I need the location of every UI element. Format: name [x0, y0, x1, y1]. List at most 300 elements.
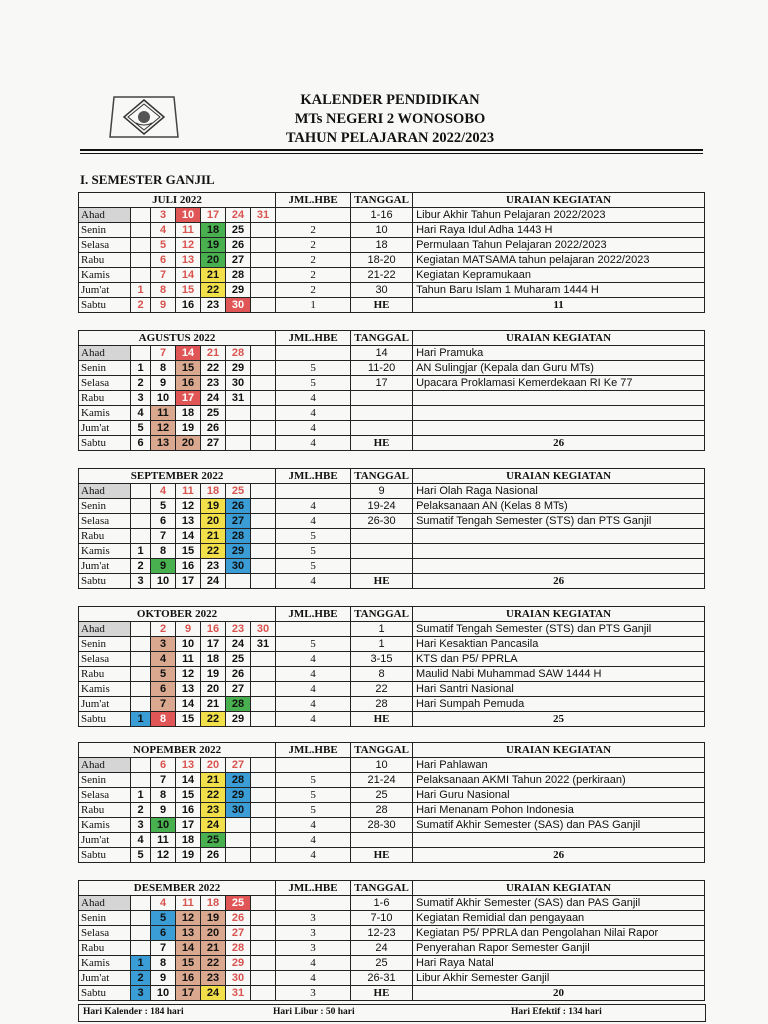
table-row [79, 911, 705, 926]
date-cell: 3 [131, 574, 151, 589]
date-cell: 24 [201, 818, 226, 833]
date-cell: 11 [151, 833, 176, 848]
tanggal-cell: 25 [351, 956, 413, 971]
table-row [79, 391, 705, 406]
he-total: 11 [413, 298, 705, 313]
day-name: Rabu [79, 667, 131, 682]
day-name: Kamis [79, 682, 131, 697]
date-cell [251, 559, 276, 574]
day-name: Kamis [79, 818, 131, 833]
uraian-cell: Hari Pahlawan [413, 758, 705, 773]
date-cell: 9 [151, 971, 176, 986]
date-cell [131, 637, 151, 652]
date-cell: 5 [131, 421, 151, 436]
uraian-cell: Kegiatan P5/ PPRLA dan Pengolahan Nilai Rapor [413, 926, 705, 941]
date-cell: 28 [226, 346, 251, 361]
date-cell [251, 421, 276, 436]
title-line-2: MTs NEGERI 2 WONOSOBO [294, 111, 486, 127]
date-cell: 6 [151, 682, 176, 697]
header-rule-thin [80, 153, 703, 154]
date-cell: 17 [201, 637, 226, 652]
tanggal-cell: 22 [351, 682, 413, 697]
uraian-cell: Upacara Proklamasi Kemerdekaan RI Ke 77 [413, 376, 705, 391]
date-cell: 13 [151, 436, 176, 451]
date-cell: 1 [131, 283, 151, 298]
date-cell: 7 [151, 346, 176, 361]
date-cell: 5 [151, 911, 176, 926]
semester-title: I. SEMESTER GANJIL [80, 172, 215, 187]
date-cell: 4 [131, 833, 151, 848]
col-uraian-header: URAIAN KEGIATAN [413, 331, 705, 346]
date-cell: 1 [131, 956, 151, 971]
date-cell: 8 [151, 283, 176, 298]
date-cell: 11 [176, 652, 201, 667]
date-cell [251, 223, 276, 238]
date-cell: 8 [151, 361, 176, 376]
date-cell: 24 [201, 986, 226, 1001]
date-cell: 29 [226, 956, 251, 971]
date-cell: 22 [201, 283, 226, 298]
month-block [78, 742, 704, 863]
date-cell [251, 253, 276, 268]
jml-hbe-cell: 4 [276, 971, 351, 986]
jml-hbe-cell: 4 [276, 712, 351, 727]
date-cell: 9 [151, 803, 176, 818]
table-row [79, 637, 705, 652]
date-cell: 28 [226, 697, 251, 712]
title-line-1: KALENDER PENDIDIKAN [300, 92, 480, 108]
date-cell [251, 697, 276, 712]
date-cell: 4 [151, 223, 176, 238]
jml-hbe-cell: 4 [276, 421, 351, 436]
date-cell: 21 [201, 941, 226, 956]
month-name: NOPEMBER 2022 [79, 743, 276, 758]
uraian-cell: Libur Akhir Tahun Pelajaran 2022/2023 [413, 208, 705, 223]
date-cell [226, 436, 251, 451]
day-name: Sabtu [79, 848, 131, 863]
date-cell: 6 [151, 253, 176, 268]
jml-hbe-cell: 4 [276, 833, 351, 848]
date-cell: 21 [201, 529, 226, 544]
date-cell: 2 [131, 376, 151, 391]
jml-hbe-cell: 2 [276, 268, 351, 283]
date-cell: 16 [176, 559, 201, 574]
table-row [79, 758, 705, 773]
date-cell [131, 667, 151, 682]
date-cell [251, 788, 276, 803]
jml-hbe-cell: 4 [276, 514, 351, 529]
date-cell: 31 [251, 637, 276, 652]
uraian-cell: Libur Akhir Semester Ganjil [413, 971, 705, 986]
tanggal-cell: 3-15 [351, 652, 413, 667]
month-table [78, 880, 705, 1001]
date-cell: 8 [151, 956, 176, 971]
date-cell: 19 [201, 499, 226, 514]
date-cell: 24 [226, 208, 251, 223]
date-cell: 27 [226, 758, 251, 773]
day-name: Kamis [79, 268, 131, 283]
month-table [78, 468, 705, 589]
date-cell [226, 406, 251, 421]
summary-footer [78, 1004, 706, 1022]
date-cell: 13 [176, 758, 201, 773]
date-cell [131, 346, 151, 361]
date-cell [131, 499, 151, 514]
date-cell: 29 [226, 788, 251, 803]
date-cell: 26 [226, 911, 251, 926]
date-cell: 23 [226, 622, 251, 637]
date-cell: 12 [176, 911, 201, 926]
jml-hbe-cell: 5 [276, 773, 351, 788]
date-cell: 7 [151, 773, 176, 788]
table-row [79, 682, 705, 697]
date-cell: 30 [226, 559, 251, 574]
jml-hbe-cell: 4 [276, 818, 351, 833]
date-cell: 3 [131, 986, 151, 1001]
he-label: HE [351, 986, 413, 1001]
hari-kalender: Hari Kalender : 184 hari [83, 1007, 184, 1017]
table-row [79, 514, 705, 529]
tanggal-cell [351, 559, 413, 574]
day-name: Selasa [79, 926, 131, 941]
date-cell: 27 [226, 253, 251, 268]
date-cell: 21 [201, 773, 226, 788]
table-row [79, 376, 705, 391]
date-cell: 29 [226, 283, 251, 298]
month-name: SEPTEMBER 2022 [79, 469, 276, 484]
date-cell: 22 [201, 544, 226, 559]
date-cell: 29 [226, 712, 251, 727]
col-jml-header: JML.HBE [276, 193, 351, 208]
table-row [79, 559, 705, 574]
date-cell: 20 [176, 436, 201, 451]
date-cell [131, 758, 151, 773]
date-cell [131, 484, 151, 499]
uraian-cell: Kegiatan Remidial dan pengayaan [413, 911, 705, 926]
jml-hbe-cell: 2 [276, 223, 351, 238]
date-cell: 12 [151, 421, 176, 436]
date-cell: 2 [131, 298, 151, 313]
col-tanggal-header: TANGGAL [351, 193, 413, 208]
col-uraian-header: URAIAN KEGIATAN [413, 607, 705, 622]
jml-hbe-cell: 4 [276, 697, 351, 712]
tanggal-cell: 10 [351, 223, 413, 238]
date-cell: 10 [151, 574, 176, 589]
jml-hbe-cell: 2 [276, 283, 351, 298]
jml-hbe-cell: 4 [276, 436, 351, 451]
jml-hbe-cell [276, 208, 351, 223]
day-name: Sabtu [79, 436, 131, 451]
tanggal-cell: 26-30 [351, 514, 413, 529]
date-cell: 8 [151, 788, 176, 803]
date-cell: 16 [201, 622, 226, 637]
date-cell: 23 [201, 298, 226, 313]
date-cell: 15 [176, 361, 201, 376]
uraian-cell [413, 544, 705, 559]
date-cell: 3 [151, 208, 176, 223]
col-jml-header: JML.HBE [276, 881, 351, 896]
day-name: Ahad [79, 758, 131, 773]
uraian-cell: Pelaksanaan AN (Kelas 8 MTs) [413, 499, 705, 514]
jml-hbe-cell: 4 [276, 682, 351, 697]
he-total: 26 [413, 436, 705, 451]
uraian-cell: Tahun Baru Islam 1 Muharam 1444 H [413, 283, 705, 298]
date-cell: 19 [201, 911, 226, 926]
date-cell: 4 [151, 896, 176, 911]
date-cell: 12 [176, 238, 201, 253]
uraian-cell: Pelaksanaan AKMI Tahun 2022 (perkiraan) [413, 773, 705, 788]
he-total: 26 [413, 574, 705, 589]
day-name: Selasa [79, 376, 131, 391]
uraian-cell: Hari Santri Nasional [413, 682, 705, 697]
date-cell: 20 [201, 253, 226, 268]
uraian-cell: Hari Olah Raga Nasional [413, 484, 705, 499]
month-name: AGUSTUS 2022 [79, 331, 276, 346]
table-row [79, 941, 705, 956]
jml-hbe-cell: 5 [276, 544, 351, 559]
col-tanggal-header: TANGGAL [351, 607, 413, 622]
tanggal-cell: 18-20 [351, 253, 413, 268]
table-row [79, 283, 705, 298]
day-name: Jum'at [79, 697, 131, 712]
date-cell: 29 [226, 544, 251, 559]
date-cell: 5 [151, 238, 176, 253]
day-name: Senin [79, 773, 131, 788]
day-name: Senin [79, 361, 131, 376]
uraian-cell [413, 406, 705, 421]
month-block [78, 192, 704, 313]
day-name: Sabtu [79, 574, 131, 589]
uraian-cell: Hari Pramuka [413, 346, 705, 361]
date-cell [251, 667, 276, 682]
date-cell: 21 [201, 346, 226, 361]
tanggal-cell: 30 [351, 283, 413, 298]
date-cell: 10 [151, 818, 176, 833]
date-cell: 27 [201, 436, 226, 451]
date-cell: 19 [201, 667, 226, 682]
date-cell: 3 [131, 818, 151, 833]
date-cell [131, 652, 151, 667]
date-cell: 20 [201, 926, 226, 941]
uraian-cell: Kegiatan Kepramukaan [413, 268, 705, 283]
date-cell: 30 [226, 971, 251, 986]
date-cell: 6 [151, 758, 176, 773]
date-cell [251, 436, 276, 451]
he-total: 25 [413, 712, 705, 727]
table-row [79, 956, 705, 971]
date-cell [251, 391, 276, 406]
date-cell: 5 [151, 499, 176, 514]
date-cell: 17 [176, 818, 201, 833]
date-cell [251, 712, 276, 727]
date-cell: 3 [151, 637, 176, 652]
table-row [79, 652, 705, 667]
day-name: Sabtu [79, 986, 131, 1001]
month-table [78, 606, 705, 727]
date-cell: 16 [176, 803, 201, 818]
date-cell: 30 [251, 622, 276, 637]
date-cell: 25 [201, 833, 226, 848]
table-row [79, 803, 705, 818]
jml-hbe-cell: 5 [276, 529, 351, 544]
uraian-cell: AN Sulingjar (Kepala dan Guru MTs) [413, 361, 705, 376]
date-cell: 10 [176, 208, 201, 223]
day-name: Kamis [79, 956, 131, 971]
date-cell: 14 [176, 346, 201, 361]
table-row [79, 298, 705, 313]
date-cell: 31 [226, 986, 251, 1001]
date-cell [251, 911, 276, 926]
date-cell: 20 [201, 514, 226, 529]
jml-hbe-cell: 5 [276, 803, 351, 818]
day-name: Jum'at [79, 833, 131, 848]
col-uraian-header: URAIAN KEGIATAN [413, 469, 705, 484]
date-cell: 19 [201, 238, 226, 253]
jml-hbe-cell [276, 896, 351, 911]
tanggal-cell: 26-31 [351, 971, 413, 986]
he-label: HE [351, 848, 413, 863]
date-cell: 8 [151, 544, 176, 559]
date-cell: 18 [201, 223, 226, 238]
tanggal-cell [351, 544, 413, 559]
tanggal-cell: 17 [351, 376, 413, 391]
day-name: Ahad [79, 622, 131, 637]
tanggal-cell [351, 391, 413, 406]
date-cell: 3 [131, 391, 151, 406]
month-block [78, 880, 704, 1001]
table-row [79, 926, 705, 941]
date-cell: 5 [131, 848, 151, 863]
date-cell [131, 223, 151, 238]
table-row [79, 253, 705, 268]
date-cell: 30 [226, 376, 251, 391]
table-row [79, 346, 705, 361]
day-name: Jum'at [79, 421, 131, 436]
table-row [79, 986, 705, 1001]
uraian-cell [413, 529, 705, 544]
date-cell [131, 622, 151, 637]
uraian-cell: Penyerahan Rapor Semester Ganjil [413, 941, 705, 956]
col-jml-header: JML.HBE [276, 331, 351, 346]
jml-hbe-cell: 5 [276, 376, 351, 391]
date-cell: 26 [201, 848, 226, 863]
table-row [79, 544, 705, 559]
jml-hbe-cell: 3 [276, 941, 351, 956]
tanggal-cell [351, 833, 413, 848]
date-cell [251, 803, 276, 818]
date-cell: 16 [176, 376, 201, 391]
day-name: Ahad [79, 896, 131, 911]
date-cell [226, 574, 251, 589]
date-cell [251, 484, 276, 499]
col-uraian-header: URAIAN KEGIATAN [413, 193, 705, 208]
jml-hbe-cell: 5 [276, 559, 351, 574]
date-cell [251, 544, 276, 559]
table-row [79, 223, 705, 238]
day-name: Sabtu [79, 298, 131, 313]
uraian-cell: Hari Menanam Pohon Indonesia [413, 803, 705, 818]
tanggal-cell: 1-16 [351, 208, 413, 223]
date-cell [251, 896, 276, 911]
col-tanggal-header: TANGGAL [351, 743, 413, 758]
day-name: Rabu [79, 941, 131, 956]
col-uraian-header: URAIAN KEGIATAN [413, 743, 705, 758]
date-cell [251, 986, 276, 1001]
day-name: Rabu [79, 253, 131, 268]
tanggal-cell: 1 [351, 637, 413, 652]
date-cell: 22 [201, 712, 226, 727]
tanggal-cell: 28 [351, 697, 413, 712]
day-name: Rabu [79, 803, 131, 818]
tanggal-cell: 19-24 [351, 499, 413, 514]
date-cell: 9 [176, 622, 201, 637]
date-cell [131, 697, 151, 712]
date-cell: 24 [201, 574, 226, 589]
table-row [79, 667, 705, 682]
date-cell [131, 253, 151, 268]
jml-hbe-cell [276, 758, 351, 773]
tanggal-cell: 14 [351, 346, 413, 361]
date-cell [251, 773, 276, 788]
date-cell: 24 [201, 391, 226, 406]
date-cell: 14 [176, 697, 201, 712]
tanggal-cell: 28 [351, 803, 413, 818]
month-table [78, 742, 705, 863]
uraian-cell [413, 833, 705, 848]
col-jml-header: JML.HBE [276, 607, 351, 622]
date-cell: 1 [131, 361, 151, 376]
date-cell: 8 [151, 712, 176, 727]
he-label: HE [351, 436, 413, 451]
date-cell: 25 [226, 223, 251, 238]
date-cell: 28 [226, 773, 251, 788]
table-row [79, 208, 705, 223]
date-cell: 4 [131, 406, 151, 421]
hari-libur: Hari Libur : 50 hari [273, 1007, 355, 1017]
jml-hbe-cell: 2 [276, 253, 351, 268]
he-total: 26 [413, 848, 705, 863]
tanggal-cell: 25 [351, 788, 413, 803]
tanggal-cell: 18 [351, 238, 413, 253]
date-cell: 13 [176, 253, 201, 268]
date-cell: 11 [176, 896, 201, 911]
date-cell: 17 [176, 574, 201, 589]
col-tanggal-header: TANGGAL [351, 469, 413, 484]
day-name: Ahad [79, 484, 131, 499]
date-cell [251, 361, 276, 376]
uraian-cell [413, 421, 705, 436]
date-cell [251, 941, 276, 956]
jml-hbe-cell: 1 [276, 298, 351, 313]
date-cell: 27 [226, 682, 251, 697]
date-cell: 6 [131, 436, 151, 451]
date-cell: 16 [176, 298, 201, 313]
tanggal-cell: 11-20 [351, 361, 413, 376]
date-cell: 18 [176, 833, 201, 848]
jml-hbe-cell: 4 [276, 667, 351, 682]
table-row [79, 421, 705, 436]
day-name: Sabtu [79, 712, 131, 727]
date-cell: 7 [151, 529, 176, 544]
day-name: Rabu [79, 529, 131, 544]
date-cell: 19 [176, 421, 201, 436]
date-cell [251, 682, 276, 697]
date-cell: 23 [201, 803, 226, 818]
month-block [78, 330, 704, 451]
table-row [79, 788, 705, 803]
date-cell: 25 [201, 406, 226, 421]
jml-hbe-cell [276, 346, 351, 361]
